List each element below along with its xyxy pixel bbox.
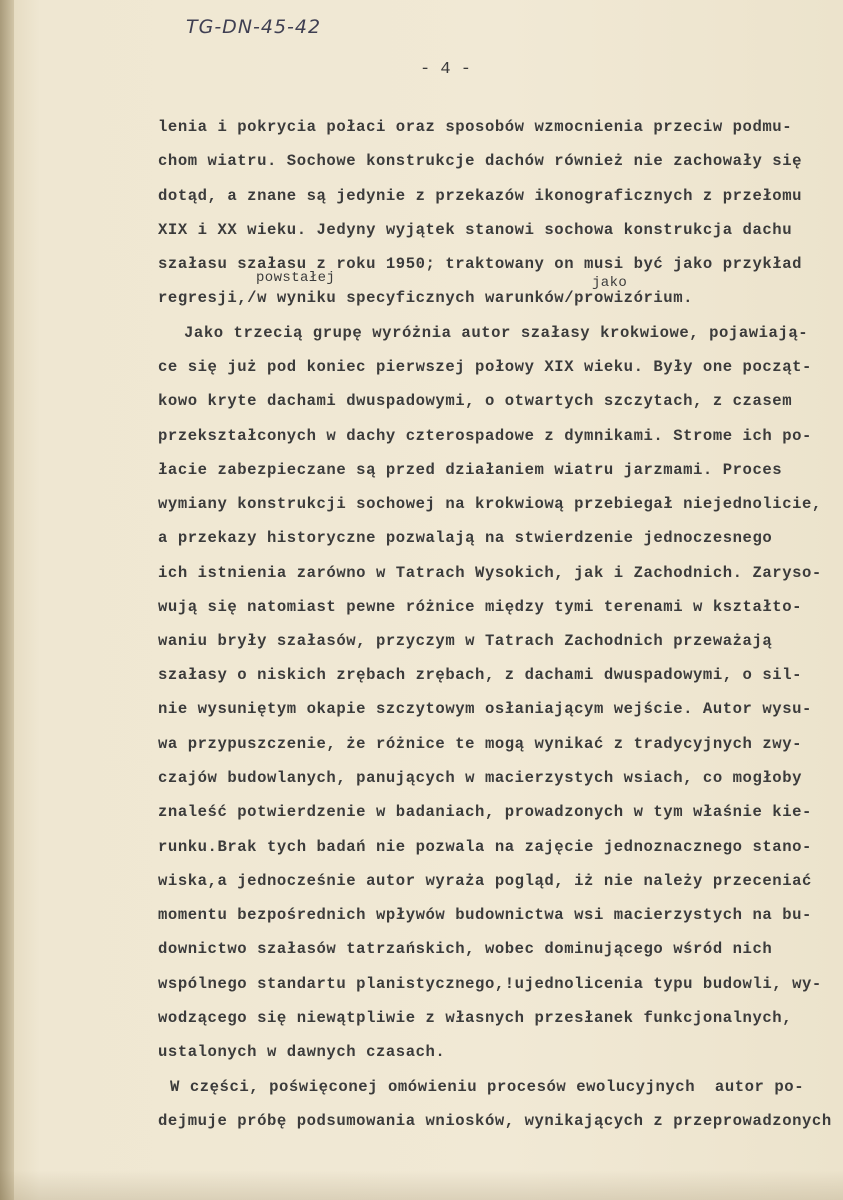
text-line: wiska,a jednocześnie autor wyraża pogląd, iż nie należy przeceniać	[158, 872, 812, 890]
text-line: downictwo szałasów tatrzańskich, wobec dominującego wśród nich	[158, 940, 773, 958]
text-line: dejmuje próbę podsumowania wniosków, wynikających z przeprowadzonych	[158, 1112, 832, 1130]
handwritten-insertion: powstałej	[256, 270, 336, 286]
text-line: nie wysuniętym okapie szczytowym osłaniającym wejście. Autor wysu-	[158, 700, 812, 718]
text-line: a przekazy historyczne pozwalają na stwierdzenie jednoczesnego	[158, 529, 773, 547]
text-line: waniu bryły szałasów, przyczym w Tatrach Zachodnich przeważają	[158, 632, 773, 650]
text-line: XIX i XX wieku. Jedyny wyjątek stanowi sochowa konstrukcja dachu	[158, 221, 793, 239]
text-line: lenia i pokrycia połaci oraz sposobów wzmocnienia przeciw podmu-	[158, 118, 793, 136]
text-line: runku.Brak tych badań nie pozwala na zajęcie jednoznacznego stano-	[158, 838, 812, 856]
text-line: momentu bezpośrednich wpływów budownictwa wsi macierzystych na bu-	[158, 906, 812, 924]
text-line: ce się już pod koniec pierwszej połowy XIX wieku. Były one począt-	[158, 358, 812, 376]
text-line: wspólnego standartu planistycznego,!ujednolicenia typu budowli, wy-	[158, 975, 822, 993]
text-line: kowo kryte dachami dwuspadowymi, o otwartych szczytach, z czasem	[158, 392, 793, 410]
text-line: wodzącego się niewątpliwie z własnych przesłanek funkcjonalnych,	[158, 1009, 793, 1027]
text-line: szałasu szałasu z roku 1950; traktowany on musi być jako przykład	[158, 255, 803, 273]
text-line: przekształconych w dachy czterospadowe z dymnikami. Strome ich po-	[158, 427, 812, 445]
page-number: - 4 -	[420, 60, 472, 79]
text-line: Jako trzecią grupę wyróżnia autor szałasy krokwiowe, pojawiają-	[184, 324, 809, 342]
text-line: wymiany konstrukcji sochowej na krokwiową przebiegał niejednolicie,	[158, 495, 822, 513]
handwritten-insertion: jako	[592, 275, 628, 291]
text-line: znaleść potwierdzenie w badaniach, prowadzonych w tym właśnie kie-	[158, 803, 812, 821]
text-line: czajów budowlanych, panujących w macierzystych wsiach, co mogłoby	[158, 769, 803, 787]
text-line: wa przypuszczenie, że różnice te mogą wynikać z tradycyjnych zwy-	[158, 735, 803, 753]
text-line: ich istnienia zarówno w Tatrach Wysokich, jak i Zachodnich. Zaryso-	[158, 564, 822, 582]
text-line: wują się natomiast pewne różnice między tymi terenami w kształto-	[158, 598, 803, 616]
page-bottom-shadow	[0, 1170, 843, 1200]
handwritten-reference: TG-DN-45-42	[186, 16, 322, 38]
text-line: dotąd, a znane są jedynie z przekazów ikonograficznych z przełomu	[158, 187, 803, 205]
text-line: szałasy o niskich zrębach zrębach, z dachami dwuspadowymi, o sil-	[158, 666, 803, 684]
text-line: regresji,/w wyniku specyficznych warunków/prowizórium.	[158, 289, 694, 307]
text-line: łacie zabezpieczane są przed działaniem wiatru jarzmami. Proces	[158, 461, 783, 479]
text-line: chom wiatru. Sochowe konstrukcje dachów również nie zachowały się	[158, 152, 803, 170]
text-line: ustalonych w dawnych czasach.	[158, 1043, 446, 1061]
text-line: W części, poświęconej omówieniu procesów ewolucyjnych autor po-	[170, 1078, 805, 1096]
